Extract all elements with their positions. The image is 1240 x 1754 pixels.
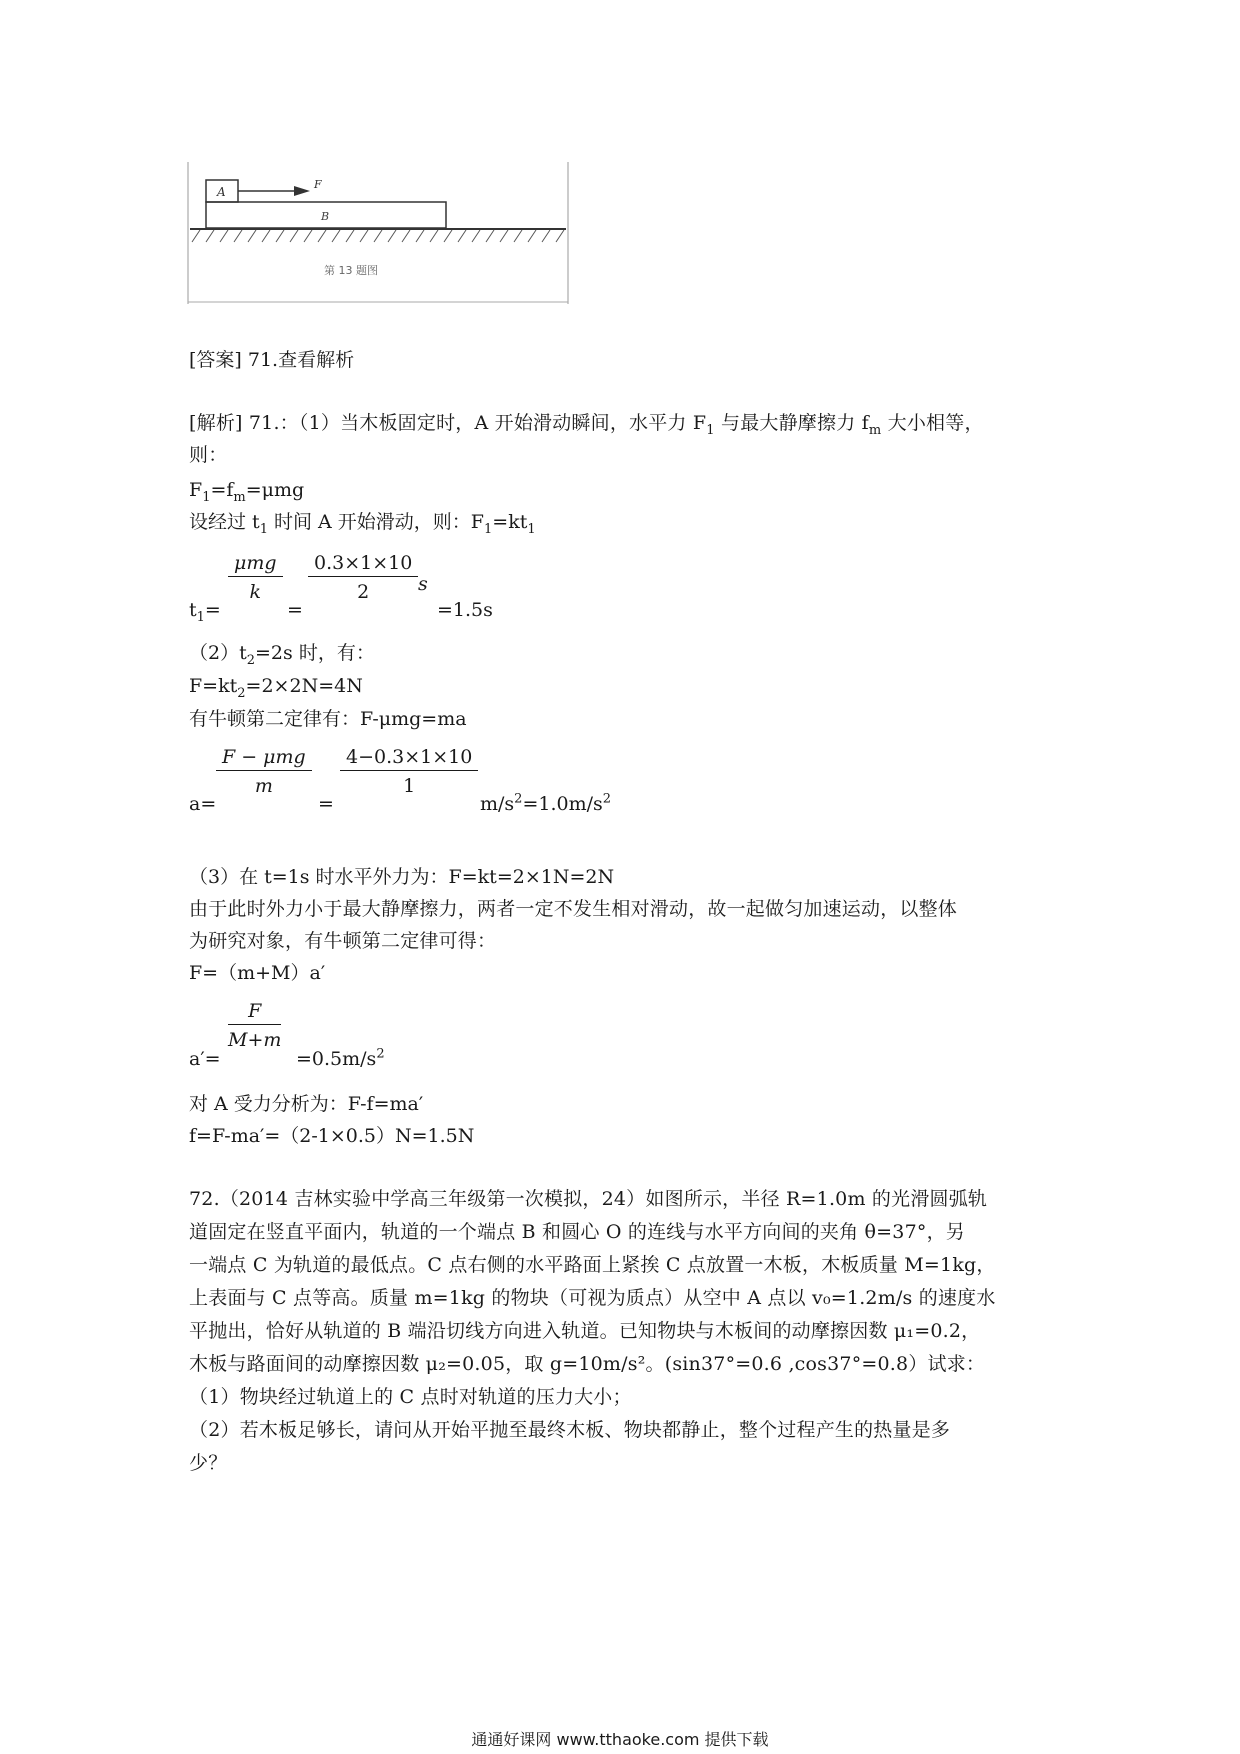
answer-text: [答案] 71.查看解析 (189, 349, 355, 371)
analysis-friction-result: f=F-ma′=（2-1×0.5）N=1.5N (189, 1125, 475, 1147)
problem-72-line: 木板与路面间的动摩擦因数 μ₂=0.05，取 g=10m/s²。(sin37°=0.6 ,cos37°=0.8）试求： (189, 1353, 986, 1375)
analysis-force-on-a: 对 A 受力分析为：F-f=ma′ (189, 1093, 424, 1115)
fraction-f-minus-mumg: F − μmg m (216, 746, 312, 797)
fraction-numeric-a: $\frac{4-0.3\times 1\times 10}{1}$ (340, 746, 478, 797)
problem-72-line: 道固定在竖直平面内，轨道的一个端点 B 和圆心 O 的连线与水平方向间的夹角 θ=37°，另 (189, 1221, 965, 1243)
figure-caption: 第 13 题图 (324, 264, 378, 277)
fraction-a-prime-left: a′= (189, 1048, 221, 1070)
equation-friction: $F_1=f_m=\mu mg$ (189, 479, 305, 505)
problem-72-question-1: （1）物块经过轨道上的 C 点时对轨道的压力大小； (189, 1386, 632, 1408)
fraction-f-over-mass: $\frac{F}{M+m}$ (228, 1000, 282, 1051)
block-a-label: A (217, 185, 226, 199)
problem-72-question-2: （2）若木板足够长，请问从开始平抛至最终木板、物块都静止，整个过程产生的热量是多 (189, 1419, 951, 1441)
problem-72-question-2-cont: 少？ (189, 1452, 228, 1474)
fraction-a-eq2: = (318, 793, 334, 815)
block-b-label: B (321, 210, 330, 223)
fraction-t1-eq2: = (287, 599, 303, 621)
analysis-newton-law: 有牛顿第二定律有：F-μmg=ma (189, 708, 467, 730)
blocks-diagram (186, 162, 572, 304)
fraction-a-left: a= (189, 793, 217, 815)
analysis-part2-header: $(2)t_2=2s$ 时，有： (189, 642, 375, 668)
problem-72-line: 一端点 C 为轨道的最低点。C 点右侧的水平路面上紧挨 C 点放置一木板，木板质量 M=1kg， (189, 1254, 996, 1276)
fraction-mumg-over-k: μmg k (228, 552, 283, 603)
fraction-numeric-t1: $\frac{0.3\times 1\times 10}{2}$ (308, 552, 418, 603)
problem-72-line: 上表面与 C 点等高。质量 m=1kg 的物块（可视为质点）从空中 A 点以 v₀=1.2m/s 的速度水 (189, 1287, 996, 1309)
force-label: F (314, 178, 322, 191)
problem-figure (186, 162, 572, 304)
analysis-paragraph-3: 由于此时外力小于最大静摩擦力，两者一定不发生相对滑动，故一起做匀加速运动，以整体 为研究对象，有牛顿第二定律可得： (189, 898, 958, 952)
fraction-t1-result: =1.5s (437, 599, 493, 621)
fraction-t1-unit: s (418, 573, 428, 595)
problem-72 (189, 1183, 1069, 1480)
page-footer: 通通好课网 www.tthaoke.com 提供下载 (471, 1730, 769, 1749)
analysis-part3-header: （3）在 t=1s 时水平外力为：F=kt=2×1N=2N (189, 866, 615, 888)
analysis-total-mass-eq: F=（m+M）a′ (189, 962, 326, 984)
problem-72-line: 72.（2014 吉林实验中学高三年级第一次模拟，24）如图所示，半径 R=1.0m 的光滑圆弧轨 (189, 1188, 988, 1210)
analysis-paragraph-1: [解析] 71.：（1）当木板固定时，A 开始滑动瞬间，水平力 $F_1$ 与最大静摩擦力 $f_m$ 大小相等， 则： (189, 412, 984, 466)
analysis-line-t1: 设经过 $t_1$ 时间 A 开始滑动，则：$F_1=kt_1$ (189, 511, 536, 537)
problem-72-line: 平抛出，恰好从轨道的 B 端沿切线方向进入轨道。已知物块与木板间的动摩擦因数 μ₁=0.2， (189, 1320, 981, 1342)
fraction-t1-left: $t_1=$ (189, 599, 221, 625)
ground-hatch (192, 230, 564, 242)
analysis-force-value: $F=kt_2=2\times 2N=4N$ (189, 675, 363, 701)
fraction-a-result: $m/s^2=1.0m/s^2$ (480, 791, 612, 815)
fraction-a-prime-result: $=0.5m/s^2$ (296, 1046, 385, 1070)
